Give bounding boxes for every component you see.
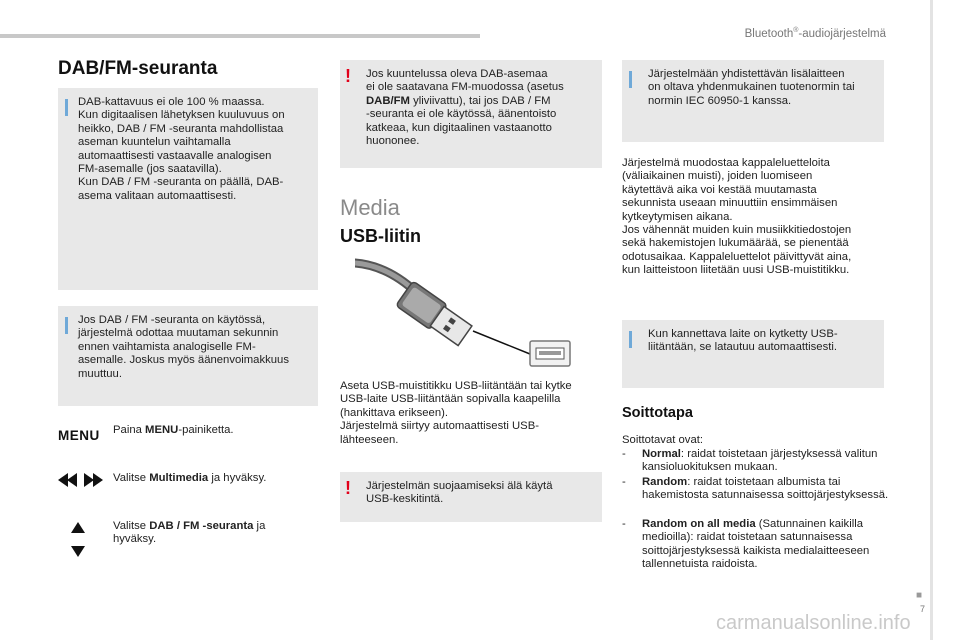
play-mode-intro: Soittotavat ovat: — [622, 434, 704, 446]
usb-body-text: Aseta USB-muistitikku USB-liitäntään tai kytke USB-laite USB-liitäntään sopivalla kaapelilla (hankittava erikseen). Järjestelmä siirtyy automaattisesti USB- lähteeseen. — [340, 380, 572, 446]
step-select-dab-fm: Valitse DAB / FM -seuranta ja hyväksy. — [113, 520, 266, 546]
info-text-charging: Kun kannettava laite on kytketty USB- liitäntään, se latautuu automaattisesti. — [648, 328, 838, 354]
info-bar-icon — [629, 71, 632, 88]
info-bar-icon — [629, 331, 632, 348]
warning-icon: ! — [345, 66, 351, 86]
info-box-delay — [58, 306, 318, 406]
info-text-coverage: DAB-kattavuus ei ole 100 % maassa. Kun digitaalisen lähetyksen kuuluvuus on heikko, DAB / FM -seuranta mahdollistaa aseman kuuntelun vaihtamalla automaattisesti vastaavalle analogisen FM-asemalle (jos saatavilla). Kun DAB / FM -seuranta on päällä, DAB- asema valitaan automaattisesti. — [78, 96, 285, 202]
usb-heading: USB-liitin — [340, 226, 421, 246]
warning-box-dab — [340, 60, 602, 168]
header-rule — [0, 34, 480, 38]
warning-text-hub: Järjestelmän suojaamiseksi älä käytä USB-keskitintä. — [366, 480, 553, 506]
info-bar-icon — [65, 317, 68, 334]
play-mode-heading: Soittotapa — [622, 405, 693, 421]
step-select-multimedia: Valitse Multimedia ja hyväksy. — [113, 472, 267, 484]
info-box-charging — [622, 320, 884, 388]
page-header-title: Bluetooth®-audiojärjestelmä — [744, 27, 886, 40]
prev-next-arrows-icon — [58, 472, 104, 488]
page-edge-rule — [930, 0, 933, 640]
menu-key-label: MENU — [58, 428, 100, 443]
list-item: - Random: raidat toistetaan albumista tai hakemistosta satunnaisessa soittojärjestyksessä. — [622, 476, 889, 502]
warning-box-hub — [340, 472, 602, 522]
info-box-standard — [622, 60, 884, 142]
dab-fm-heading: DAB/FM-seuranta — [58, 58, 218, 79]
playlist-body-text: Järjestelmä muodostaa kappaleluetteloita (väliaikainen muisti), joiden luomiseen käytettävä aika voi kestää muutamasta sekunnista useaan minuuttiin ensimmäisen kytkeytymisen aikana. Jos vähennät muiden kuin musiikkitiedostojen sekä hakemistojen lukumäärää, se pienentää odotusaikaa. Kappaleluettelot päivittyvät aina, kun laitteistoon liitetään uusi USB-muistitikku. — [622, 157, 852, 277]
list-item: - Normal: raidat toistetaan järjestyksessä valitun kansioluokituksen mukaan. — [622, 448, 878, 474]
watermark: carmanualsonline.info — [716, 612, 911, 634]
warning-icon: ! — [345, 478, 351, 498]
list-item: - Random on all media (Satunnainen kaikilla medioilla): raidat toistetaan satunnaisessa soittojärjestyksessä kaikista medialaitteeseen tallennetuista raidoista. — [622, 518, 870, 571]
warning-text-dab: Jos kuuntelussa oleva DAB-asemaa ei ole saatavana FM-muodossa (asetus DAB/FM yliviivattu), tai jos DAB / FM -seuranta ei ole käytössä, äänentoisto katkeaa, kun digitaalinen vastaanotto huononee. — [366, 68, 564, 148]
info-text-standard: Järjestelmään yhdistettävän lisälaitteen on oltava yhdenmukainen tuotenormin tai normin IEC 60950-1 kanssa. — [648, 68, 855, 107]
page-number: 7 — [920, 604, 926, 614]
up-down-arrows-icon — [70, 522, 86, 558]
info-text-delay: Jos DAB / FM -seuranta on käytössä, järjestelmä odottaa muutaman sekunnin ennen vaihtamista analogiselle FM- asemalle. Joskus myös äänenvoimakkuus muuttuu. — [78, 314, 289, 380]
media-section-title: Media — [340, 195, 400, 220]
info-bar-icon — [65, 99, 68, 116]
step-press-menu: Paina MENU-painiketta. — [113, 424, 234, 436]
info-box-coverage — [58, 88, 318, 290]
footer-dot: ■ — [916, 590, 923, 601]
usb-plug-illustration — [355, 255, 575, 370]
